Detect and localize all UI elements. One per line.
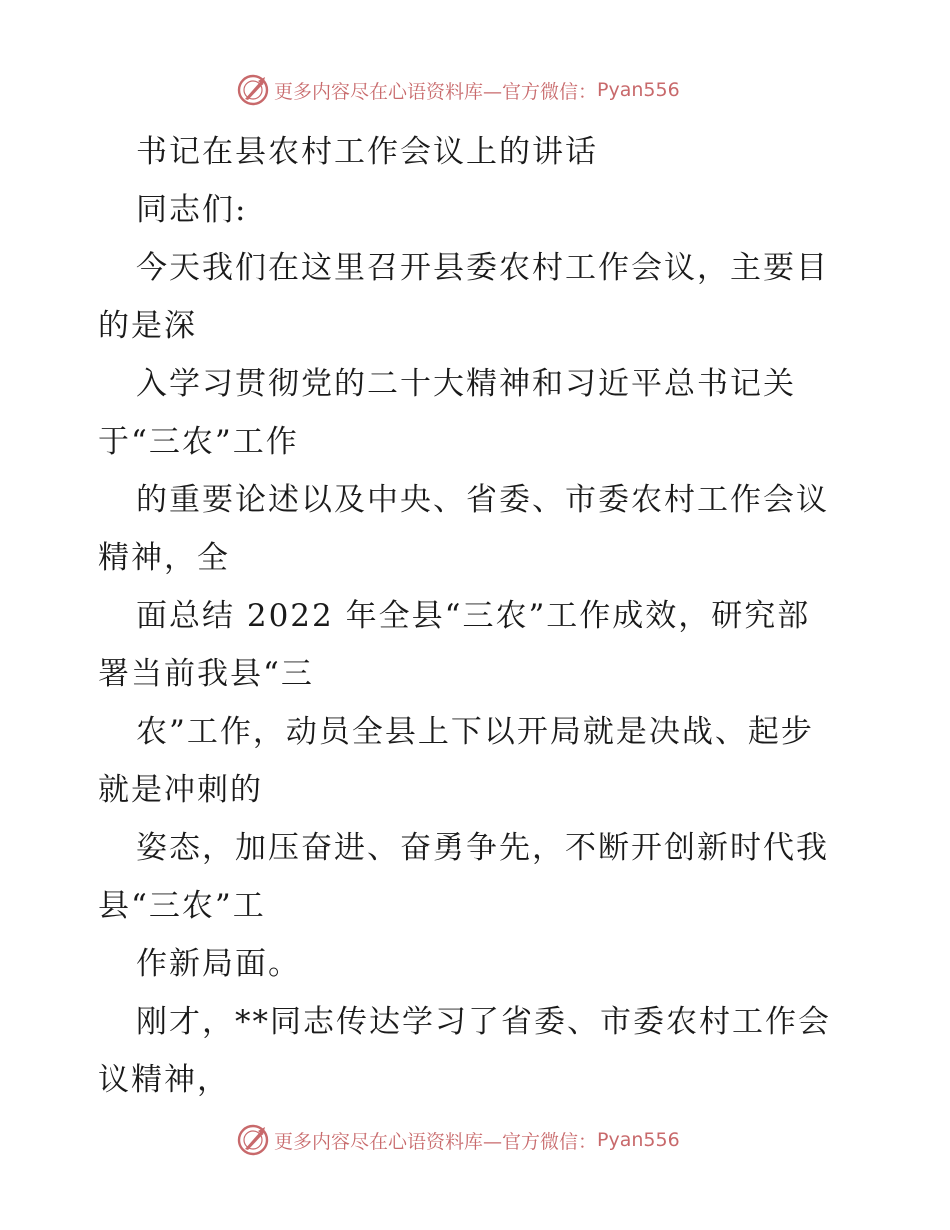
text-line: 议精神， <box>98 1062 230 1098</box>
watermark-wechat-id: Pyan556 <box>597 79 680 101</box>
text-line: 入学习贯彻党的二十大精神和习近平总书记关 <box>136 366 796 402</box>
text-line: 于“三农”工作 <box>98 424 299 460</box>
text-line: 的是深 <box>98 308 197 344</box>
text-line: 面总结 2022 年全县“三农”工作成效，研究部 <box>136 598 811 634</box>
text-line: 县“三农”工 <box>98 888 266 924</box>
footer-watermark <box>236 1122 756 1158</box>
text-line: 农”工作，动员全县上下以开局就是决战、起步 <box>136 714 814 750</box>
header-watermark <box>236 72 756 108</box>
watermark-text: 更多内容尽在心语资料库—官方微信： <box>274 80 598 103</box>
text-line: 就是冲刺的 <box>98 772 263 808</box>
quill-seal-icon <box>236 1123 270 1157</box>
text-line: 作新局面。 <box>136 946 301 982</box>
text-line: 姿态，加压奋进、奋勇争先，不断开创新时代我 <box>136 830 829 866</box>
quill-seal-icon <box>236 73 270 107</box>
document-title: 书记在县农村工作会议上的讲话 <box>136 134 598 170</box>
text-line: 署当前我县“三 <box>98 656 314 692</box>
text-line: 精神，全 <box>98 540 230 576</box>
text-line: 的重要论述以及中央、省委、市委农村工作会议 <box>136 482 829 518</box>
watermark-text: 更多内容尽在心语资料库—官方微信： <box>274 1130 598 1153</box>
text-line: 今天我们在这里召开县委农村工作会议，主要目 <box>136 250 829 286</box>
salutation: 同志们: <box>136 192 248 228</box>
document-body <box>98 123 858 1109</box>
text-line: 刚才，**同志传达学习了省委、市委农村工作会 <box>136 1004 831 1040</box>
watermark-wechat-id: Pyan556 <box>597 1129 680 1151</box>
